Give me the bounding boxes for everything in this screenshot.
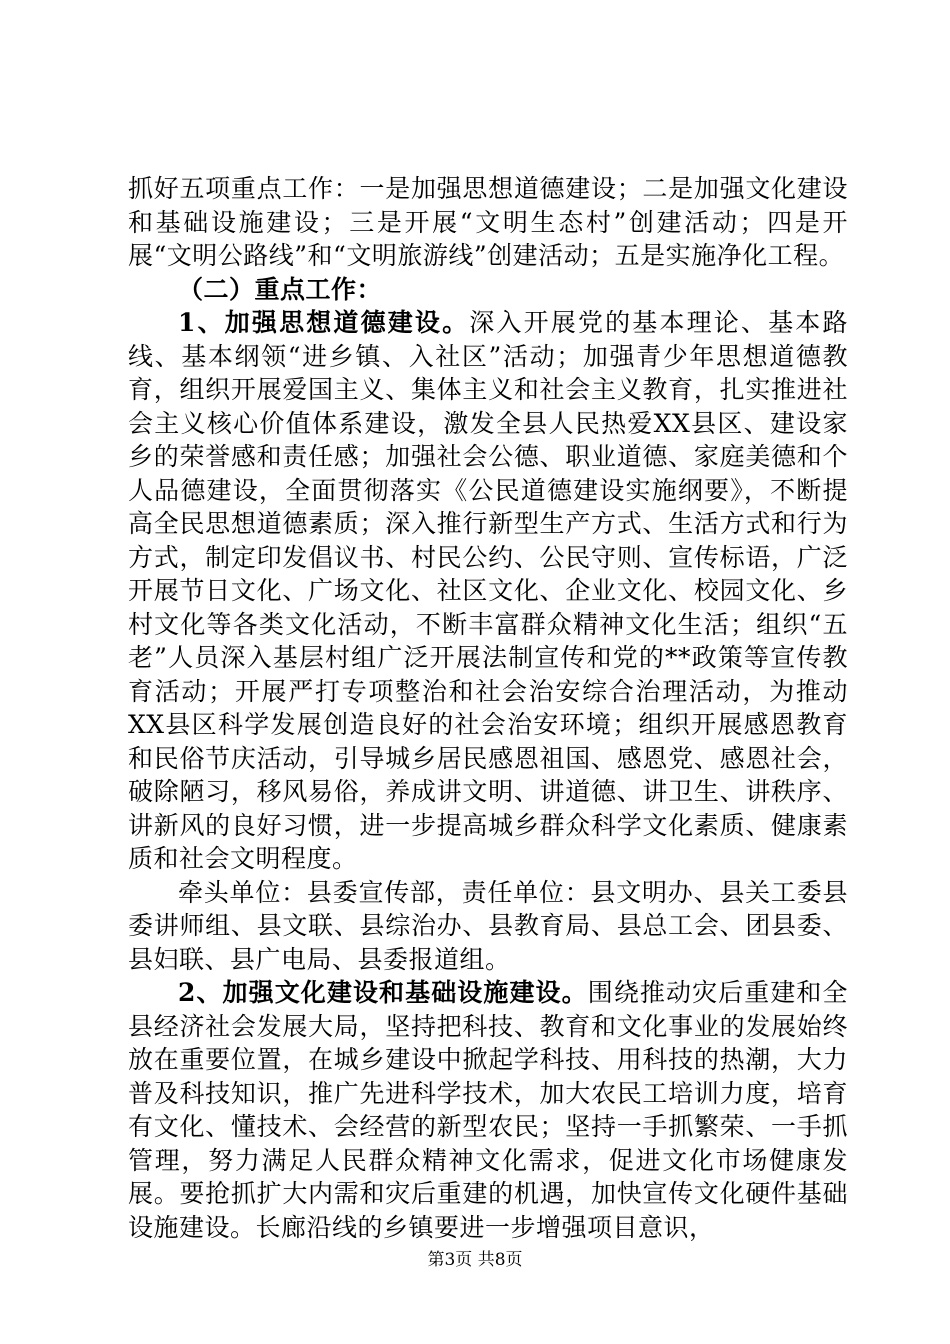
item1-paragraph xyxy=(128,306,848,876)
item1-units-paragraph: 牵头单位：县委宣传部，责任单位：县文明办、县关工委县委讲师组、县文联、县综治办、县教育局、县总工会、团县委、县妇联、县广电局、县委报道组。 xyxy=(128,877,848,974)
item2-body: 围绕推动灾后重建和全县经济社会发展大局，坚持把科技、教育和文化事业的发展始终放在重要位置，在城乡建设中掀起学科技、用科技的热潮，大力普及科技知识，推广先进科学技术，加大农民工培训力度，培育有文化、懂技术、会经营的新型农民；坚持一手抓繁荣、一手抓管理，努力满足人民群众精神文化需求，促进文化市场健康发展。要抢抓扩大内需和灾后重建的机遇，加快宣传文化硬件基础设施建设。长廊沿线的乡镇要进一步增强项目意识， xyxy=(128,978,848,1242)
intro-paragraph: 抓好五项重点工作：一是加强思想道德建设；二是加强文化建设和基础设施建设；三是开展“文明生态村”创建活动；四是开展“文明公路线”和“文明旅游线”创建活动；五是实施净化工程。 xyxy=(128,174,848,270)
item1-title: 1、加强思想道德建设。 xyxy=(178,308,470,337)
item2-title: 2、加强文化建设和基础设施建设。 xyxy=(178,978,588,1007)
item1-body: 深入开展党的基本理论、基本路线、基本纲领“进乡镇、入社区”活动；加强青少年思想道德教育，组织开展爱国主义、集体主义和社会主义教育，扎实推进社会主义核心价值体系建设，激发全县人民热爱XX县区、建设家乡的荣誉感和责任感；加强社会公德、职业道德、家庭美德和个人品德建设，全面贯彻落实《公民道德建设实施纲要》，不断提高全民思想道德素质；深入推行新型生产方式、生活方式和行为方式，制定印发倡议书、村民公约、公民守则、宣传标语，广泛开展节日文化、广场文化、社区文化、企业文化、校园文化、乡村文化等各类文化活动，不断丰富群众精神文化生活；组织“五老”人员深入基层村组广泛开展法制宣传和党的**政策等宣传教育活动；开展严打专项整治和社会治安综合治理活动，为推动XX县区科学发展创造良好的社会治安环境；组织开展感恩教育和民俗节庆活动，引导城乡居民感恩祖国、感恩党、感恩社会，破除陋习，移风易俗，养成讲文明、讲道德、讲卫生、讲秩序、讲新风的良好习惯，进一步提高城乡群众科学文化素质、健康素质和社会文明程度。 xyxy=(128,308,848,873)
section-heading xyxy=(128,273,848,307)
section-heading-text: （二）重点工作： xyxy=(178,274,383,304)
item2-paragraph xyxy=(128,976,848,1244)
document-body xyxy=(128,172,848,1244)
page-number-footer: 第3页 共8页 xyxy=(427,1250,523,1270)
